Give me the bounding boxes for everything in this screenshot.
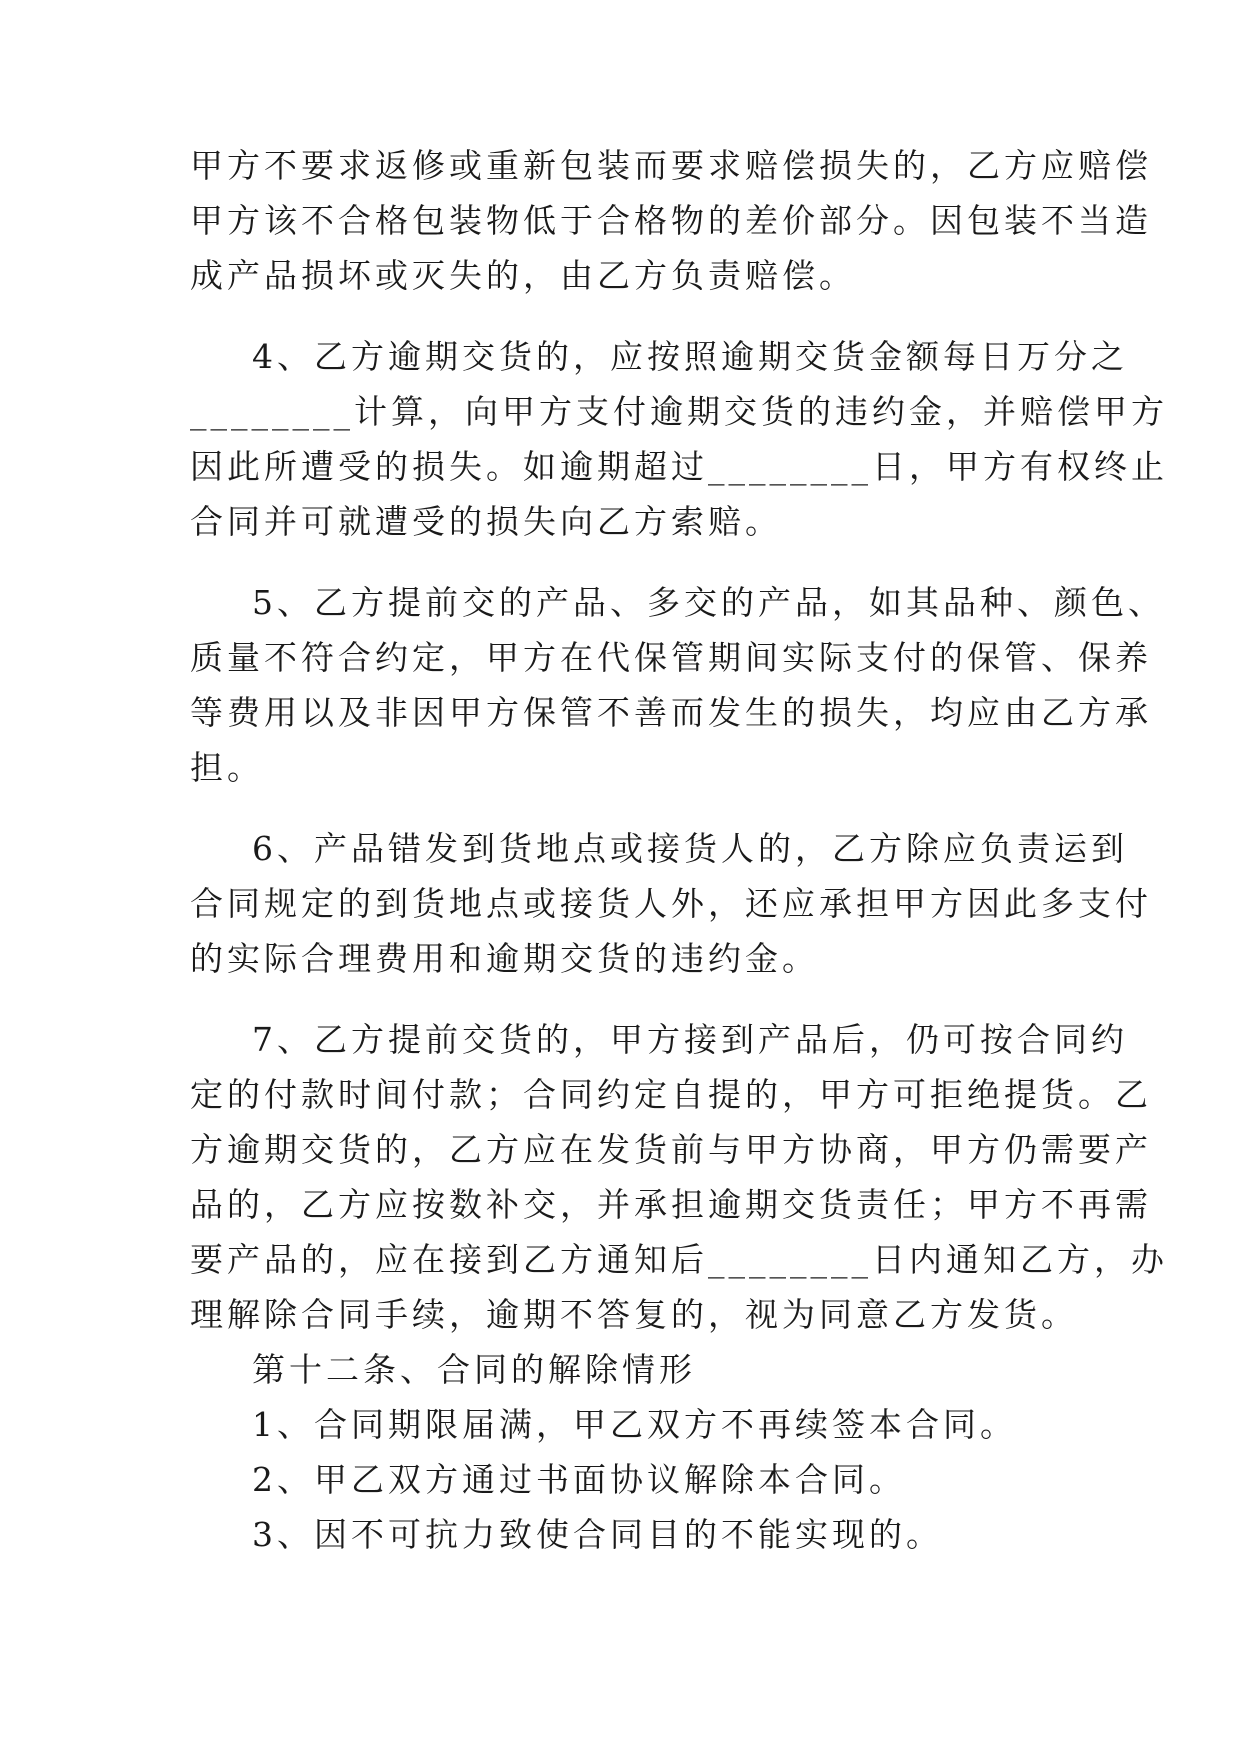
text-line: 定的付款时间付款；合同约定自提的，甲方可拒绝提货。乙 [190, 1075, 1152, 1114]
text-line: 合同规定的到货地点或接货人外，还应承担甲方因此多支付 [190, 884, 1152, 923]
text-line: 担。 [190, 748, 264, 787]
termination-item-3: 3、因不可抗力致使合同目的不能实现的。 [252, 1515, 943, 1554]
paragraph-7-line: 7、乙方提前交货的，甲方接到产品后，仍可按合同约 [252, 1020, 1128, 1059]
text-line: 理解除合同手续，逾期不答复的，视为同意乙方发货。 [190, 1295, 1078, 1334]
text-line: 品的，乙方应按数补交，并承担逾期交货责任；甲方不再需 [190, 1185, 1152, 1224]
text-line: 因此所遭受的损失。如逾期超过________日，甲方有权终止 [190, 447, 1168, 486]
paragraph-5-line: 5、乙方提前交的产品、多交的产品，如其品种、颜色、 [252, 583, 1165, 622]
termination-item-2: 2、甲乙双方通过书面协议解除本合同。 [252, 1460, 906, 1499]
text-line: 方逾期交货的，乙方应在发货前与甲方协商，甲方仍需要产 [190, 1130, 1152, 1169]
text-line: 甲方该不合格包装物低于合格物的差价部分。因包装不当造 [190, 201, 1152, 240]
termination-item-1: 1、合同期限届满，甲乙双方不再续签本合同。 [252, 1405, 1017, 1444]
text-line: 甲方不要求返修或重新包装而要求赔偿损失的，乙方应赔偿 [190, 146, 1152, 185]
text-line: 成产品损坏或灭失的，由乙方负责赔偿。 [190, 256, 856, 295]
text-line: 质量不符合约定，甲方在代保管期间实际支付的保管、保养 [190, 638, 1152, 677]
paragraph-6-line: 6、产品错发到货地点或接货人的，乙方除应负责运到 [252, 829, 1128, 868]
text-line: 的实际合理费用和逾期交货的违约金。 [190, 939, 819, 978]
article-12-heading: 第十二条、合同的解除情形 [252, 1350, 696, 1389]
text-line: 等费用以及非因甲方保管不善而发生的损失，均应由乙方承 [190, 693, 1152, 732]
text-line: ________计算，向甲方支付逾期交货的违约金，并赔偿甲方 [190, 392, 1168, 431]
text-line: 合同并可就遭受的损失向乙方索赔。 [190, 502, 782, 541]
paragraph-4-line: 4、乙方逾期交货的，应按照逾期交货金额每日万分之 [252, 337, 1128, 376]
text-line: 要产品的，应在接到乙方通知后________日内通知乙方，办 [190, 1240, 1168, 1279]
